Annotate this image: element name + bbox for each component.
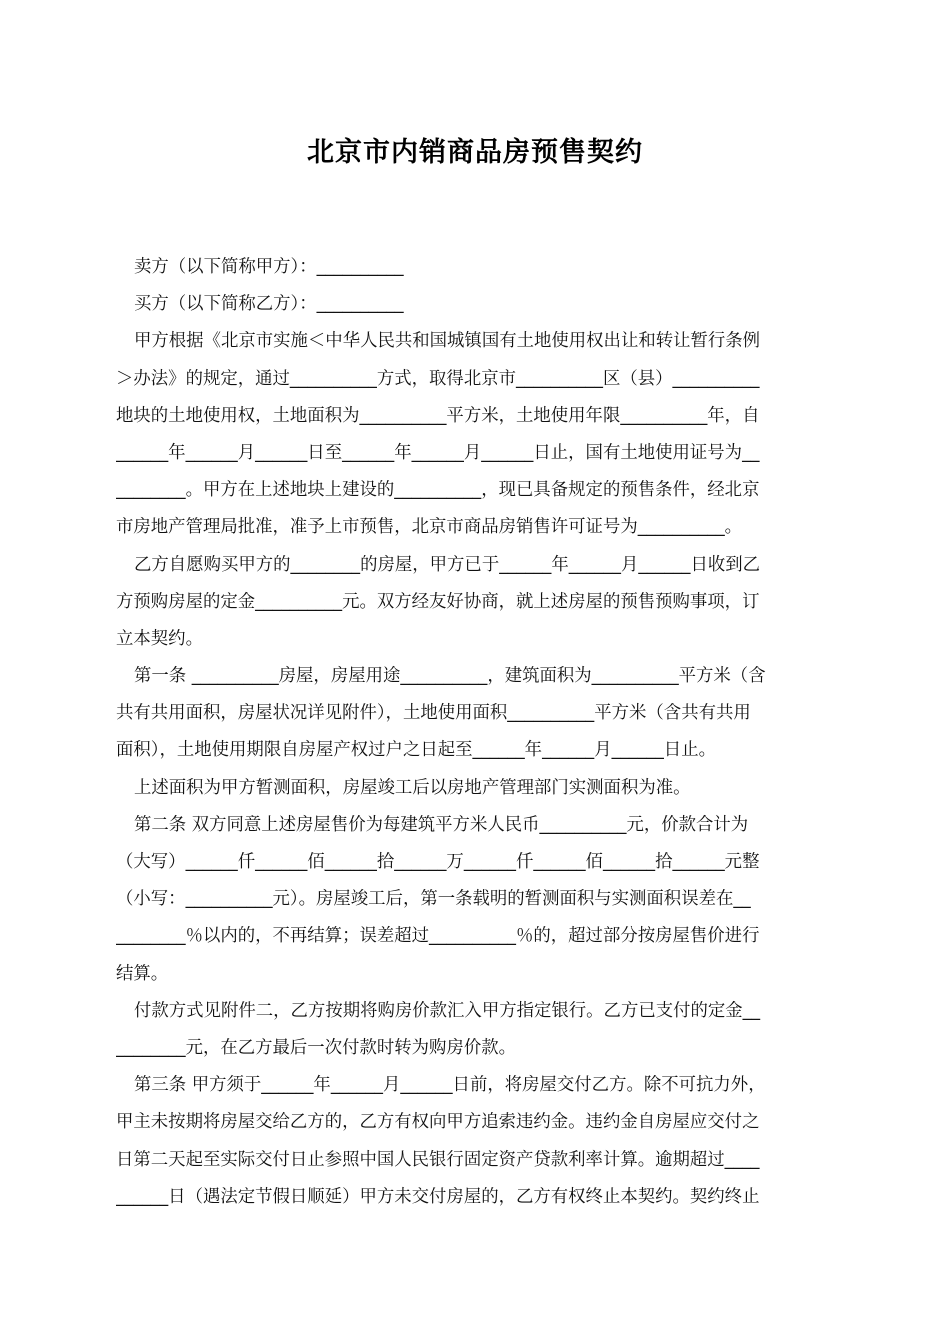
paragraph-line: （小写：__________元）。房屋竣工后，第一条载明的暂测面积与实测面积误差在__ xyxy=(116,889,751,910)
paragraph-line: 甲主未按期将房屋交给乙方的，乙方有权向甲方追索违约金。违约金自房屋应交付之 xyxy=(116,1112,760,1133)
paragraph-line: ______日（遇法定节假日顺延）甲方未交付房屋的，乙方有权终止本契约。契约终止 xyxy=(116,1186,760,1207)
article-three-line: 第三条 甲方须于______年______月______日前，将房屋交付乙方。除不可抗力外， xyxy=(134,1075,766,1096)
paragraph-line: 乙方自愿购买甲方的________的房屋，甲方已于______年______月______日收到乙 xyxy=(134,554,761,575)
paragraph-line: ______年______月______日至______年______月______日止，国有土地使用证号为__ xyxy=(116,442,760,463)
paragraph-line: ＞办法》的规定，通过__________方式，取得北京市__________区（县）__________ xyxy=(116,368,760,389)
paragraph-line: 日第二天起至实际交付日止参照中国人民银行固定资产贷款利率计算。逾期超过____ xyxy=(116,1149,760,1170)
paragraph-line: 地块的土地使用权，土地面积为__________平方米，土地使用年限__________年，自 xyxy=(116,405,760,426)
paragraph-line: 面积），土地使用期限自房屋产权过户之日起至______年______月______日止。 xyxy=(116,740,716,761)
paragraph-line: 甲方根据《北京市实施＜中华人民共和国城镇国有土地使用权出让和转让暂行条例 xyxy=(134,331,761,352)
article-two-line: 第二条 双方同意上述房屋售价为每建筑平方米人民币__________元，价款合计为 xyxy=(134,814,749,835)
paragraph-line: 立本契约。 xyxy=(116,628,203,649)
paragraph-line: 方预购房屋的定金__________元。双方经友好协商，就上述房屋的预售预购事项，订 xyxy=(116,591,760,612)
paragraph-line: ________％以内的，不再结算；误差超过__________％的，超过部分按房屋售价进行 xyxy=(116,926,760,947)
buyer-line: 买方（以下简称乙方）：__________ xyxy=(134,294,404,315)
paragraph-line: 共有共用面积，房屋状况详见附件），土地使用面积__________平方米（含共有共用 xyxy=(116,703,751,724)
paragraph-line: 结算。 xyxy=(116,963,169,984)
paragraph-line: ________元，在乙方最后一次付款时转为购房价款。 xyxy=(116,1037,516,1058)
paragraph-line: 上述面积为甲方暂测面积，房屋竣工后以房地产管理部门实测面积为准。 xyxy=(134,777,691,798)
document-body xyxy=(116,249,836,1216)
paragraph-line: 付款方式见附件二，乙方按期将购房价款汇入甲方指定银行。乙方已支付的定金__ xyxy=(134,1000,761,1021)
paragraph-line: （大写）______仟______佰______拾______万______仟______佰______拾______元整 xyxy=(116,852,760,872)
seller-line: 卖方（以下简称甲方）：__________ xyxy=(134,257,404,277)
document-title: 北京市内销商品房预售契约 xyxy=(307,137,643,168)
article-one-line: 第一条 __________房屋，房屋用途__________，建筑面积为__________平方米（含 xyxy=(134,666,766,687)
paragraph-line: 市房地产管理局批准，准予上市预售，北京市商品房销售许可证号为__________。 xyxy=(116,517,743,538)
paragraph-line: ________。甲方在上述地块上建设的__________，现已具备规定的预售条件，经北京 xyxy=(116,480,760,501)
